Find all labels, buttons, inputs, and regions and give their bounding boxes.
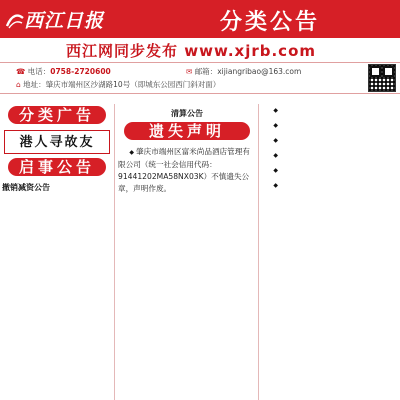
masthead [0, 0, 400, 38]
lost-item [262, 179, 398, 192]
lost-item [262, 149, 398, 162]
address-text: 肇庆市端州区沙湖路10号（即城东公园西门斜对面） [45, 80, 221, 89]
address-label: 地址： [23, 80, 46, 89]
qr-code [368, 64, 396, 92]
column-1 [2, 104, 112, 400]
email-row [186, 66, 301, 77]
address-row [16, 79, 220, 90]
email-icon: ✉ [186, 67, 193, 76]
sync-band [0, 38, 400, 62]
lost-friend-ad [4, 130, 110, 154]
email-address: xijiangribao@163.com [217, 67, 302, 76]
phone-row [16, 66, 111, 77]
lost-item [262, 104, 398, 117]
lost-item [262, 134, 398, 147]
lost-statement-1: ◆ 肇庆市端州区富米尚品酒店管理有限公司（统一社会信用代码：91441202MA58NX03K）不慎遗失公章，声明作废。 [118, 146, 256, 195]
column-divider [258, 104, 259, 400]
column-3 [262, 104, 398, 400]
phone-label: 电话： [27, 67, 51, 76]
column-2 [118, 104, 256, 400]
sync-publish-text: 西江网同步发布 www.xjrb.com [66, 42, 317, 60]
lost-statement-header: 遗失声明 [124, 122, 250, 140]
lost-item [262, 164, 398, 177]
clearing-notice-title: 清算公告 [171, 109, 203, 118]
lost-item [262, 119, 398, 132]
logo-swoosh-icon [6, 12, 24, 30]
newspaper-logo: 西江日报 [24, 10, 105, 32]
location-icon: ⌂ [16, 80, 21, 89]
notice-1-title: 撤销减资公告 [2, 183, 50, 192]
classified-ads-header: 分类广告 [8, 106, 106, 124]
fineprint-bar [0, 93, 400, 104]
phone-icon: ☎ [16, 67, 26, 76]
section-title: 分类公告 [219, 10, 320, 35]
notices-header: 启事公告 [8, 158, 106, 176]
contact-info [0, 62, 400, 93]
column-divider [114, 104, 115, 400]
lost-friend-title: 港人寻故友 [19, 135, 95, 150]
email-label: 邮箱： [194, 67, 218, 76]
phone-number: 0758-2720600 [50, 67, 111, 76]
